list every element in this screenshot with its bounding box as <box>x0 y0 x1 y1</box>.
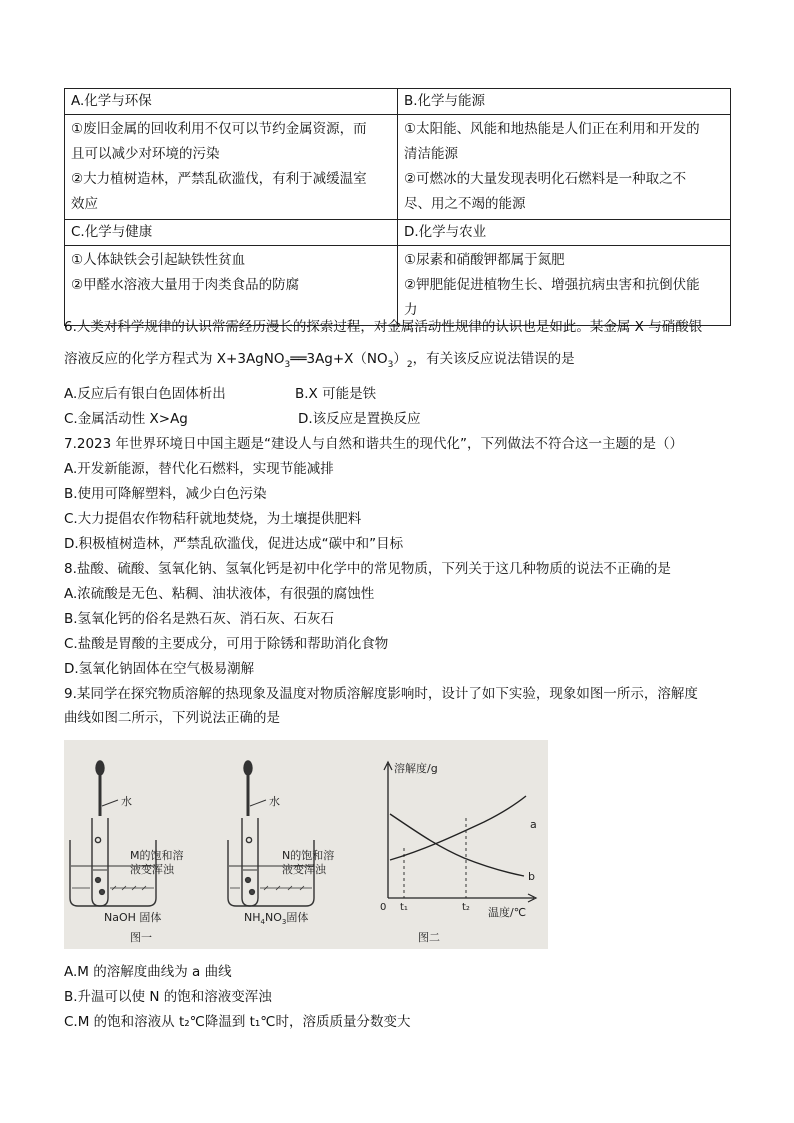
beaker-nh4no3 <box>228 761 314 906</box>
q6-option-b: B.X 可能是铁 <box>295 386 377 402</box>
nh4no3-part: 固体 <box>286 911 309 924</box>
cell-a-line: ①废旧金属的回收利用不仅可以节约金属资源，而 <box>71 121 367 137</box>
q6-eq-part: 溶液反应的化学方程式为 X+3AgNO <box>64 351 285 367</box>
q6-option-d: D.该反应是置换反应 <box>298 411 421 427</box>
q6-stem-line1: 6.人类对科学规律的认识常需经历漫长的探索过程，对金属活动性规律的认识也是如此。某金属 X 与硝酸银 <box>64 319 703 335</box>
q9-figure-svg <box>64 740 548 949</box>
q9-option-c: C.M 的饱和溶液从 t₂℃降温到 t₁℃时，溶质质量分数变大 <box>64 1014 411 1030</box>
solid-dot <box>250 890 255 895</box>
q8-stem: 8.盐酸、硫酸、氢氧化钠、氢氧化钙是初中化学中的常见物质，下列关于这几种物质的说法不正确的是 <box>64 561 671 577</box>
q9-figure <box>64 740 548 949</box>
q6-eq-part: ══3Ag+X（NO <box>290 351 388 367</box>
dropper-bulb <box>244 761 252 775</box>
q7-option-c: C.大力提倡农作物秸秆就地焚烧，为土壤提供肥料 <box>64 511 362 527</box>
bubble <box>246 837 251 842</box>
curve-a-label: a <box>530 818 537 831</box>
q6-option-c: C.金属活动性 X>Ag <box>64 411 188 427</box>
solubility-chart <box>384 762 536 902</box>
naoh-label: NaOH 固体 <box>104 911 162 924</box>
origin-label: 0 <box>380 902 387 913</box>
q8-option-d: D.氢氧化钠固体在空气极易潮解 <box>64 661 255 677</box>
solid-dot <box>100 890 105 895</box>
q6-option-a: A.反应后有银白色固体析出 <box>64 386 226 402</box>
q7-option-b: B.使用可降解塑料，减少白色污染 <box>64 486 267 502</box>
figure2-caption: 图二 <box>418 931 440 944</box>
q9-option-b: B.升温可以使 N 的饱和溶液变浑浊 <box>64 989 272 1005</box>
cell-d-line: ①尿素和硝酸钾都属于氮肥 <box>404 252 565 268</box>
cell-a-line: 效应 <box>71 196 98 212</box>
nh4no3-part: NH <box>244 911 261 924</box>
cell-c-body <box>65 246 398 326</box>
cell-b-line: 清洁能源 <box>404 146 458 162</box>
solid-dot <box>96 878 101 883</box>
cell-c-line: ①人体缺铁会引起缺铁性贫血 <box>71 252 246 268</box>
cell-d-line: 力 <box>404 302 418 318</box>
cell-c-head: C.化学与健康 <box>65 220 398 246</box>
q7-option-d: D.积极植树造林，严禁乱砍滥伐，促进达成“碳中和”目标 <box>64 536 404 552</box>
q9-option-a: A.M 的溶解度曲线为 a 曲线 <box>64 964 232 980</box>
n-solution-label-2: 液变浑浊 <box>282 863 326 876</box>
q9-stem-line2: 曲线如图二所示，下列说法正确的是 <box>64 710 280 726</box>
bubble <box>95 837 100 842</box>
cell-c-line: ②甲醛水溶液大量用于肉类食品的防腐 <box>71 277 300 293</box>
water-pointer <box>250 800 266 806</box>
nh4no3-sub: 3 <box>281 918 287 926</box>
q6-eq-part: ，有关该反应说法错误的是 <box>412 351 575 367</box>
q6-eq-part: ） <box>393 351 407 367</box>
x-axis-label: 温度/℃ <box>488 906 527 919</box>
solid-dot <box>246 878 251 883</box>
q7-option-a: A.开发新能源，替代化石燃料，实现节能减排 <box>64 461 334 477</box>
m-solution-label-2: 液变浑浊 <box>130 863 174 876</box>
q6-eq-sub: 2 <box>406 360 413 370</box>
q6-eq-sub: 3 <box>284 360 291 370</box>
m-solution-label-1: M的饱和溶 <box>130 849 184 862</box>
cell-d-line: ②钾肥能促进植物生长、增强抗病虫害和抗倒伏能 <box>404 277 700 293</box>
nh4no3-sub: 4 <box>260 918 265 926</box>
n-solution-label-1: N的饱和溶 <box>282 849 335 862</box>
y-axis-label: 溶解度/g <box>394 762 438 775</box>
figure1-caption: 图一 <box>130 931 152 944</box>
cell-b-line: 尽、用之不竭的能源 <box>404 196 526 212</box>
cell-a-head: A.化学与环保 <box>65 89 398 115</box>
nh4no3-label <box>244 910 308 926</box>
cell-b-line: ②可燃冰的大量发现表明化石燃料是一种取之不 <box>404 171 687 187</box>
dropper-bulb <box>96 761 104 775</box>
q9-stem-line1: 9.某同学在探究物质溶解的热现象及温度对物质溶解度影响时，设计了如下实验，现象如图一所示，溶解度 <box>64 686 698 702</box>
q8-option-c: C.盐酸是胃酸的主要成分，可用于除锈和帮助消化食物 <box>64 636 389 652</box>
cell-b-head: B.化学与能源 <box>398 89 731 115</box>
water-label-2: 水 <box>269 795 280 808</box>
cell-b-body <box>398 115 731 220</box>
cell-a-line: ②大力植树造林，严禁乱砍滥伐，有利于减缓温室 <box>71 171 367 187</box>
cell-d-head: D.化学与农业 <box>398 220 731 246</box>
cell-a-line: 且可以减少对环境的污染 <box>71 146 220 162</box>
q8-option-a: A.浓硫酸是无色、粘稠、油状液体，有很强的腐蚀性 <box>64 586 375 602</box>
t2-label: t₂ <box>462 902 470 913</box>
q6-stem-line2 <box>64 347 575 373</box>
knowledge-table <box>64 88 731 326</box>
curve-b-label: b <box>528 870 535 883</box>
curve-b <box>390 814 524 876</box>
q6-eq-sub: 3 <box>387 360 394 370</box>
water-pointer <box>102 800 118 806</box>
q7-stem: 7.2023 年世界环境日中国主题是“建设人与自然和谐共生的现代化”，下列做法不符合这一主题的是（） <box>64 436 684 452</box>
water-label-1: 水 <box>121 795 132 808</box>
nh4no3-part: NO <box>264 911 282 924</box>
cell-a-body <box>65 115 398 220</box>
t1-label: t₁ <box>400 902 408 913</box>
cell-b-line: ①太阳能、风能和地热能是人们正在利用和开发的 <box>404 121 700 137</box>
beaker-naoh <box>70 761 156 906</box>
cell-d-body <box>398 246 731 326</box>
q8-option-b: B.氢氧化钙的俗名是熟石灰、消石灰、石灰石 <box>64 611 335 627</box>
